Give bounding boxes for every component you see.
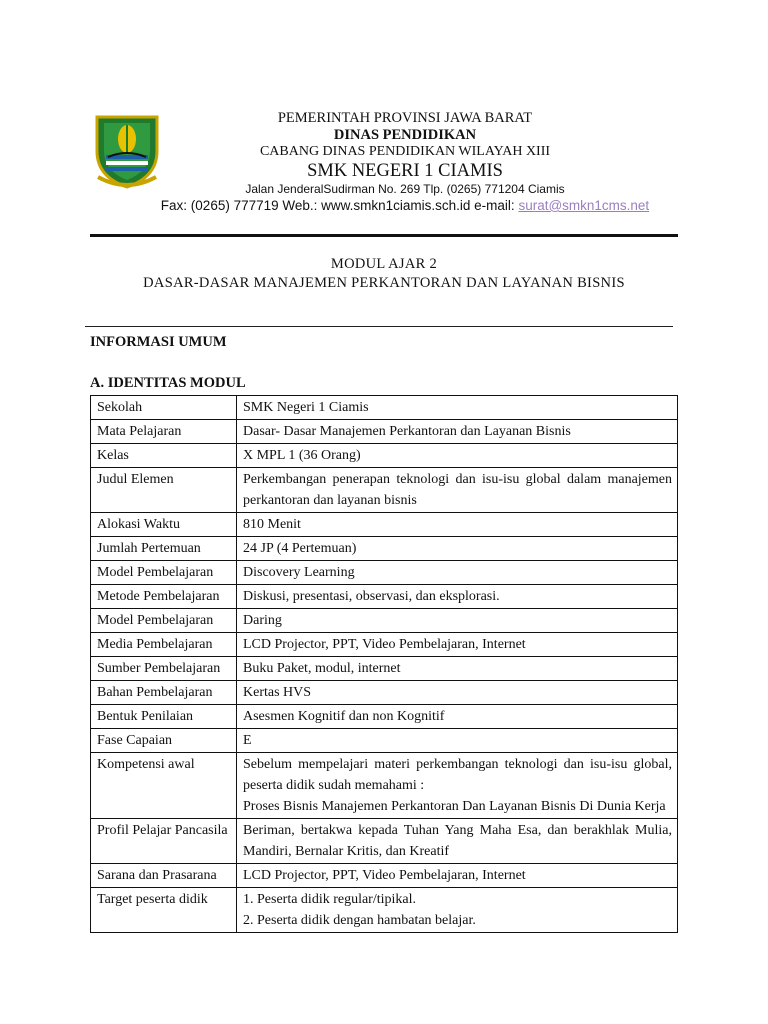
table-row bbox=[91, 513, 678, 537]
row-key: Model Pembelajaran bbox=[91, 561, 237, 585]
row-value bbox=[237, 753, 678, 819]
table-row bbox=[91, 864, 678, 888]
list-item: 2. Peserta didik dengan hambatan belajar. bbox=[243, 913, 476, 928]
row-key: Kompetensi awal bbox=[91, 753, 237, 819]
row-value: Discovery Learning bbox=[237, 561, 678, 585]
row-key: Profil Pelajar Pancasila bbox=[91, 819, 237, 864]
row-key: Fase Capaian bbox=[91, 729, 237, 753]
header-address: Jalan JenderalSudirman No. 269 Tlp. (0265) 771204 Ciamis bbox=[245, 182, 565, 196]
row-value: Kertas HVS bbox=[237, 681, 678, 705]
header-government-line: PEMERINTAH PROVINSI JAWA BARAT bbox=[277, 110, 533, 126]
header-agency-line: DINAS PENDIDIKAN bbox=[333, 127, 477, 143]
row-value: Perkembangan penerapan teknologi dan isu-isu global dalam manajemen perkantoran dan layanan bisnis bbox=[237, 468, 678, 513]
row-key: Alokasi Waktu bbox=[91, 513, 237, 537]
table-row bbox=[91, 753, 678, 819]
row-key: Bahan Pembelajaran bbox=[91, 681, 237, 705]
header-branch-line: CABANG DINAS PENDIDIKAN WILAYAH XIII bbox=[259, 144, 551, 159]
row-value: Diskusi, presentasi, observasi, dan eksplorasi. bbox=[237, 585, 678, 609]
table-row bbox=[91, 633, 678, 657]
row-key: Sarana dan Prasarana bbox=[91, 864, 237, 888]
row-value bbox=[237, 888, 678, 933]
table-row bbox=[91, 705, 678, 729]
table-row bbox=[91, 444, 678, 468]
row-value: 24 JP (4 Pertemuan) bbox=[237, 537, 678, 561]
email-link[interactable]: surat@smkn1cms.net bbox=[518, 198, 650, 213]
table-row bbox=[91, 729, 678, 753]
header-contact bbox=[130, 198, 680, 213]
row-value: Daring bbox=[237, 609, 678, 633]
header-divider bbox=[90, 234, 678, 237]
row-key: Sekolah bbox=[91, 396, 237, 420]
table-row bbox=[91, 657, 678, 681]
table-row bbox=[91, 585, 678, 609]
row-value-line: Proses Bisnis Manajemen Perkantoran Dan Layanan Bisnis Di Dunia Kerja bbox=[243, 799, 666, 814]
row-value: Beriman, bertakwa kepada Tuhan Yang Maha Esa, dan berakhlak Mulia, Mandiri, Bernalar Kritis, dan Kreatif bbox=[237, 819, 678, 864]
row-key: Target peserta didik bbox=[91, 888, 237, 933]
module-subtitle: DASAR-DASAR MANAJEMEN PERKANTORAN DAN LAYANAN BISNIS bbox=[143, 275, 625, 291]
table-row bbox=[91, 819, 678, 864]
row-key: Jumlah Pertemuan bbox=[91, 537, 237, 561]
table-row bbox=[91, 561, 678, 585]
row-key: Bentuk Penilaian bbox=[91, 705, 237, 729]
info-heading: INFORMASI UMUM bbox=[90, 334, 227, 350]
row-value-line: Sebelum mempelajari materi perkembangan teknologi dan isu-isu global, peserta didik sudah memahami : bbox=[243, 757, 672, 793]
row-value: E bbox=[237, 729, 678, 753]
row-key: Mata Pelajaran bbox=[91, 420, 237, 444]
header-school-name: SMK NEGERI 1 CIAMIS bbox=[307, 161, 503, 181]
row-value: LCD Projector, PPT, Video Pembelajaran, Internet bbox=[237, 633, 678, 657]
row-value: Buku Paket, modul, internet bbox=[237, 657, 678, 681]
table-row bbox=[91, 420, 678, 444]
row-key: Sumber Pembelajaran bbox=[91, 657, 237, 681]
row-value: LCD Projector, PPT, Video Pembelajaran, Internet bbox=[237, 864, 678, 888]
table-row bbox=[91, 609, 678, 633]
row-key: Media Pembelajaran bbox=[91, 633, 237, 657]
row-value: 810 Menit bbox=[237, 513, 678, 537]
row-value: Asesmen Kognitif dan non Kognitif bbox=[237, 705, 678, 729]
row-key: Model Pembelajaran bbox=[91, 609, 237, 633]
title-divider bbox=[85, 326, 673, 327]
row-key: Judul Elemen bbox=[91, 468, 237, 513]
table-row bbox=[91, 681, 678, 705]
section-heading: A. IDENTITAS MODUL bbox=[90, 375, 246, 391]
row-value: Dasar- Dasar Manajemen Perkantoran dan Layanan Bisnis bbox=[237, 420, 678, 444]
row-value: SMK Negeri 1 Ciamis bbox=[237, 396, 678, 420]
row-key: Kelas bbox=[91, 444, 237, 468]
identity-table bbox=[90, 395, 678, 933]
table-row bbox=[91, 537, 678, 561]
table-row bbox=[91, 396, 678, 420]
module-title: MODUL AJAR 2 bbox=[330, 256, 438, 272]
list-item: 1. Peserta didik regular/tipikal. bbox=[243, 892, 417, 907]
header-contact-text: Fax: (0265) 777719 Web.: www.smkn1ciamis.sch.id e-mail: bbox=[160, 198, 519, 213]
row-key: Metode Pembelajaran bbox=[91, 585, 237, 609]
table-row bbox=[91, 888, 678, 933]
table-row bbox=[91, 468, 678, 513]
row-value: X MPL 1 (36 Orang) bbox=[237, 444, 678, 468]
